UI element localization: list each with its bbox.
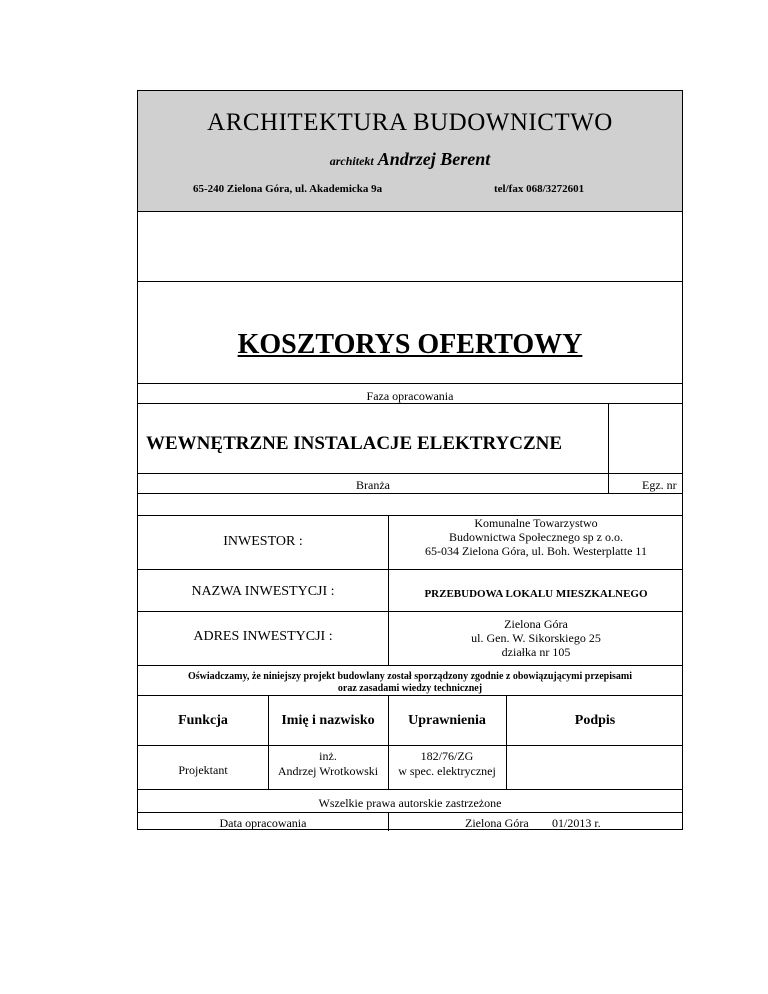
divider: [388, 812, 389, 831]
investment-colon: :: [330, 584, 335, 599]
copyright-note: Wszelkie prawa autorskie zastrzeżone: [318, 796, 502, 810]
address-label: ADRES INWESTYCJI: [193, 629, 326, 644]
divider: [608, 403, 609, 473]
address-value: [388, 617, 684, 659]
place: Zielona Góra: [465, 816, 529, 830]
divider: [138, 611, 682, 612]
divider: [138, 569, 682, 570]
divider: [608, 473, 609, 493]
investor-colon: :: [298, 534, 303, 549]
investor-label: INWESTOR: [223, 534, 296, 549]
header-function: Funkcja: [178, 713, 228, 728]
investment-name: PRZEBUDOWA LOKALU MIESZKALNEGO: [424, 588, 648, 600]
address-colon: :: [328, 629, 333, 644]
permission-line: w spec. elektrycznej: [398, 764, 496, 778]
document-sheet: [137, 90, 683, 830]
address-label-row: [138, 629, 388, 645]
divider: [138, 473, 682, 474]
company-telfax: tel/fax 068/3272601: [494, 183, 585, 195]
divider: [138, 745, 682, 746]
investment-label-row: [138, 584, 388, 600]
investment-label: NAZWA INWESTYCJI: [191, 584, 328, 599]
investor-line: 65-034 Zielona Góra, ul. Boh. Westerplatte 11: [425, 544, 647, 558]
date-label: Data opracowania: [219, 816, 307, 830]
declaration: [138, 671, 682, 695]
declaration-line: oraz zasadami wiedzy technicznej: [337, 683, 483, 694]
divider: [138, 403, 682, 404]
cell-name: [268, 749, 388, 779]
document-title: KOSZTORYS OFERTOWY: [237, 329, 583, 360]
divider: [138, 812, 682, 813]
header-banner: [138, 91, 682, 211]
name-line: inż.: [319, 749, 337, 763]
investor-line: Budownictwa Społecznego sp z o.o.: [449, 530, 623, 544]
declaration-line: Oświadczamy, że niniejszy projekt budowlany został sporządzony zgodnie z obowiązującymi przepisami: [188, 671, 632, 682]
divider: [138, 211, 682, 212]
branch-label: Branża: [356, 478, 390, 492]
divider: [138, 665, 682, 666]
phase-label: Faza opracowania: [366, 389, 454, 403]
copy-number-label: Egz. nr: [642, 478, 677, 492]
investor-line: Komunalne Towarzystwo: [474, 516, 598, 530]
header-permissions: Uprawnienia: [408, 713, 486, 728]
name-line: Andrzej Wrotkowski: [277, 764, 379, 778]
installation-title: WEWNĘTRZNE INSTALACJE ELEKTRYCZNE: [146, 433, 563, 454]
address-line: działka nr 105: [501, 645, 571, 659]
company-title: ARCHITEKTURA BUDOWNICTWO: [207, 109, 613, 136]
header-name: Imię i nazwisko: [281, 713, 375, 728]
date-value: 01/2013 r.: [552, 816, 601, 830]
address-line: Zielona Góra: [504, 617, 568, 631]
divider: [138, 383, 682, 384]
divider: [138, 281, 682, 282]
permission-line: 182/76/ZG: [420, 749, 474, 763]
architect-name: Andrzej Berent: [377, 149, 491, 169]
investor-label-row: [138, 534, 388, 550]
cell-permissions: [388, 749, 506, 779]
divider: [506, 695, 507, 789]
cell-function: Projektant: [178, 763, 228, 777]
header-signature: Podpis: [574, 713, 616, 728]
architect-prefix: architekt: [329, 154, 374, 168]
investor-value: [388, 516, 684, 558]
architect-line: [138, 149, 682, 170]
divider: [138, 789, 682, 790]
address-line: ul. Gen. W. Sikorskiego 25: [471, 631, 601, 645]
divider: [138, 493, 682, 494]
company-address: 65-240 Zielona Góra, ul. Akademicka 9a: [193, 183, 383, 195]
divider: [138, 695, 682, 696]
